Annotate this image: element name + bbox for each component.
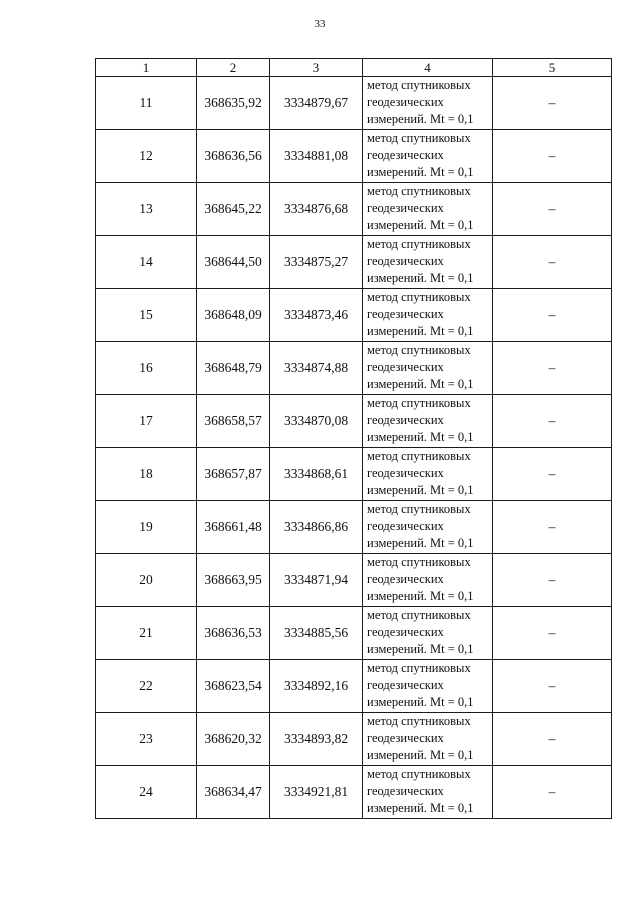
y-coordinate-cell: 3334870,08 bbox=[270, 395, 363, 448]
method-cell bbox=[363, 342, 493, 395]
method-line: геодезических bbox=[367, 519, 444, 534]
method-cell bbox=[363, 554, 493, 607]
method-line: метод спутниковых bbox=[367, 184, 471, 198]
point-number-cell: 20 bbox=[96, 554, 197, 607]
method-line: метод спутниковых bbox=[367, 396, 471, 410]
x-coordinate-cell: 368634,47 bbox=[197, 766, 270, 819]
method-cell bbox=[363, 713, 493, 766]
method-line: геодезических bbox=[367, 254, 444, 269]
method-line: геодезических bbox=[367, 95, 444, 110]
table-row bbox=[96, 607, 612, 660]
method-cell bbox=[363, 660, 493, 713]
method-line: измерений. Mt = 0,1 bbox=[367, 695, 474, 710]
method-cell bbox=[363, 766, 493, 819]
method-cell bbox=[363, 607, 493, 660]
point-number-cell: 19 bbox=[96, 501, 197, 554]
point-number-cell: 15 bbox=[96, 289, 197, 342]
method-line: геодезических bbox=[367, 678, 444, 693]
point-number-cell: 24 bbox=[96, 766, 197, 819]
note-cell: – bbox=[493, 660, 612, 713]
y-coordinate-cell: 3334881,08 bbox=[270, 130, 363, 183]
method-line: геодезических bbox=[367, 148, 444, 163]
table-header bbox=[96, 59, 612, 77]
y-coordinate-cell: 3334893,82 bbox=[270, 713, 363, 766]
table-row bbox=[96, 289, 612, 342]
method-cell bbox=[363, 130, 493, 183]
method-line: метод спутниковых bbox=[367, 767, 471, 781]
method-line: геодезических bbox=[367, 784, 444, 799]
note-cell: – bbox=[493, 448, 612, 501]
note-cell: – bbox=[493, 607, 612, 660]
table-row bbox=[96, 236, 612, 289]
y-coordinate-cell: 3334875,27 bbox=[270, 236, 363, 289]
method-line: геодезических bbox=[367, 360, 444, 375]
method-line: измерений. Mt = 0,1 bbox=[367, 324, 474, 339]
method-line: измерений. Mt = 0,1 bbox=[367, 748, 474, 763]
method-line: измерений. Mt = 0,1 bbox=[367, 483, 474, 498]
method-line: измерений. Mt = 0,1 bbox=[367, 218, 474, 233]
y-coordinate-cell: 3334873,46 bbox=[270, 289, 363, 342]
method-line: метод спутниковых bbox=[367, 555, 471, 569]
header-col-1: 1 bbox=[96, 59, 197, 77]
header-col-3: 3 bbox=[270, 59, 363, 77]
method-line: геодезических bbox=[367, 201, 444, 216]
method-line: измерений. Mt = 0,1 bbox=[367, 801, 474, 816]
table-row bbox=[96, 448, 612, 501]
note-cell: – bbox=[493, 766, 612, 819]
note-cell: – bbox=[493, 554, 612, 607]
note-cell: – bbox=[493, 130, 612, 183]
table-row bbox=[96, 501, 612, 554]
point-number-cell: 12 bbox=[96, 130, 197, 183]
note-cell: – bbox=[493, 395, 612, 448]
point-number-cell: 22 bbox=[96, 660, 197, 713]
header-col-5: 5 bbox=[493, 59, 612, 77]
table-row bbox=[96, 766, 612, 819]
x-coordinate-cell: 368663,95 bbox=[197, 554, 270, 607]
method-line: метод спутниковых bbox=[367, 237, 471, 251]
header-col-2: 2 bbox=[197, 59, 270, 77]
table-row bbox=[96, 342, 612, 395]
note-cell: – bbox=[493, 342, 612, 395]
header-row bbox=[96, 59, 612, 77]
table-body bbox=[96, 77, 612, 819]
y-coordinate-cell: 3334885,56 bbox=[270, 607, 363, 660]
x-coordinate-cell: 368636,56 bbox=[197, 130, 270, 183]
x-coordinate-cell: 368648,79 bbox=[197, 342, 270, 395]
point-number-cell: 17 bbox=[96, 395, 197, 448]
page-number: 33 bbox=[314, 18, 326, 30]
method-line: геодезических bbox=[367, 413, 444, 428]
point-number-cell: 18 bbox=[96, 448, 197, 501]
method-line: измерений. Mt = 0,1 bbox=[367, 642, 474, 657]
method-cell bbox=[363, 395, 493, 448]
y-coordinate-cell: 3334874,88 bbox=[270, 342, 363, 395]
method-line: геодезических bbox=[367, 625, 444, 640]
x-coordinate-cell: 368648,09 bbox=[197, 289, 270, 342]
method-line: метод спутниковых bbox=[367, 714, 471, 728]
y-coordinate-cell: 3334892,16 bbox=[270, 660, 363, 713]
coordinates-table bbox=[95, 58, 612, 819]
x-coordinate-cell: 368636,53 bbox=[197, 607, 270, 660]
method-cell bbox=[363, 501, 493, 554]
method-line: геодезических bbox=[367, 466, 444, 481]
y-coordinate-cell: 3334868,61 bbox=[270, 448, 363, 501]
method-line: метод спутниковых bbox=[367, 449, 471, 463]
note-cell: – bbox=[493, 501, 612, 554]
table-row bbox=[96, 183, 612, 236]
y-coordinate-cell: 3334921,81 bbox=[270, 766, 363, 819]
method-line: метод спутниковых bbox=[367, 661, 471, 675]
method-line: геодезических bbox=[367, 307, 444, 322]
x-coordinate-cell: 368661,48 bbox=[197, 501, 270, 554]
method-cell bbox=[363, 236, 493, 289]
x-coordinate-cell: 368657,87 bbox=[197, 448, 270, 501]
x-coordinate-cell: 368658,57 bbox=[197, 395, 270, 448]
table-row bbox=[96, 660, 612, 713]
point-number-cell: 23 bbox=[96, 713, 197, 766]
x-coordinate-cell: 368620,32 bbox=[197, 713, 270, 766]
note-cell: – bbox=[493, 289, 612, 342]
y-coordinate-cell: 3334866,86 bbox=[270, 501, 363, 554]
method-line: измерений. Mt = 0,1 bbox=[367, 536, 474, 551]
method-cell bbox=[363, 77, 493, 130]
method-cell bbox=[363, 183, 493, 236]
method-line: измерений. Mt = 0,1 bbox=[367, 112, 474, 127]
method-line: метод спутниковых bbox=[367, 78, 471, 92]
x-coordinate-cell: 368635,92 bbox=[197, 77, 270, 130]
note-cell: – bbox=[493, 236, 612, 289]
y-coordinate-cell: 3334871,94 bbox=[270, 554, 363, 607]
table-row bbox=[96, 713, 612, 766]
method-line: метод спутниковых bbox=[367, 290, 471, 304]
method-line: метод спутниковых bbox=[367, 131, 471, 145]
method-line: геодезических bbox=[367, 572, 444, 587]
method-cell bbox=[363, 289, 493, 342]
method-cell bbox=[363, 448, 493, 501]
point-number-cell: 21 bbox=[96, 607, 197, 660]
table-row bbox=[96, 77, 612, 130]
table-row bbox=[96, 554, 612, 607]
x-coordinate-cell: 368645,22 bbox=[197, 183, 270, 236]
note-cell: – bbox=[493, 183, 612, 236]
method-line: измерений. Mt = 0,1 bbox=[367, 377, 474, 392]
y-coordinate-cell: 3334879,67 bbox=[270, 77, 363, 130]
x-coordinate-cell: 368644,50 bbox=[197, 236, 270, 289]
method-line: измерений. Mt = 0,1 bbox=[367, 430, 474, 445]
method-line: метод спутниковых bbox=[367, 502, 471, 516]
point-number-cell: 14 bbox=[96, 236, 197, 289]
point-number-cell: 16 bbox=[96, 342, 197, 395]
method-line: измерений. Mt = 0,1 bbox=[367, 271, 474, 286]
note-cell: – bbox=[493, 77, 612, 130]
method-line: геодезических bbox=[367, 731, 444, 746]
y-coordinate-cell: 3334876,68 bbox=[270, 183, 363, 236]
x-coordinate-cell: 368623,54 bbox=[197, 660, 270, 713]
table-row bbox=[96, 130, 612, 183]
method-line: измерений. Mt = 0,1 bbox=[367, 589, 474, 604]
note-cell: – bbox=[493, 713, 612, 766]
method-line: метод спутниковых bbox=[367, 608, 471, 622]
method-line: измерений. Mt = 0,1 bbox=[367, 165, 474, 180]
point-number-cell: 11 bbox=[96, 77, 197, 130]
header-col-4: 4 bbox=[363, 59, 493, 77]
method-line: метод спутниковых bbox=[367, 343, 471, 357]
table-row bbox=[96, 395, 612, 448]
point-number-cell: 13 bbox=[96, 183, 197, 236]
